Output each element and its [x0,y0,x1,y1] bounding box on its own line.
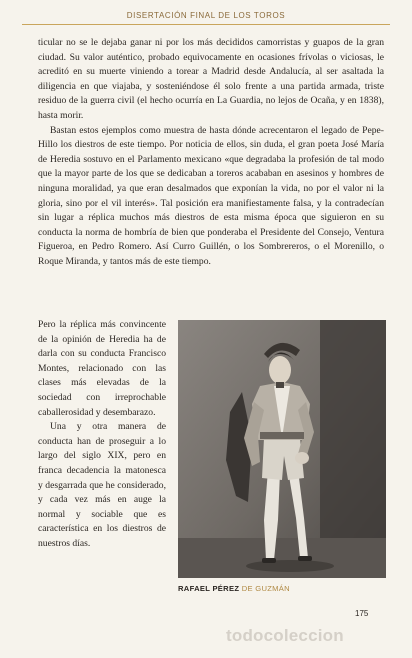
header-rule [22,24,390,25]
watermark: todocoleccion [226,626,344,645]
body-text-column [38,318,166,552]
caption-suffix: DE GUZMÁN [241,584,290,593]
caption-name: RAFAEL PÉREZ [178,584,240,593]
running-header: DISERTACIÓN FINAL DE LOS TOROS [126,11,286,20]
paragraph-3: Pero la réplica más convincente de la opinión de Heredia ha de darla con su conducta Francisco Montes, relacionado con las clases más elevadas de la sociedad con irreprochable caballerosidad y desembarazo. [38,319,166,418]
paragraph-2: Bastan estos ejemplos como muestra de hasta dónde acrecentaron el legado de Pepe-Hillo los diestros de este tiempo. Por noticia de ellos, sin duda, el gran poeta José María de Heredia sostuvo en el Parlamento mexicano «que degradaba la profesión de tal modo que la mayor parte de los que se dedicaban a toreros acababan en asesinos y hombres de ninguna moralidad, ya que eran desalmados que exponían la vida, no por el valor ni la gloria, sino por el vil interés». Tal posición era manifiestamente falsa, y la contradecían sin lugar a réplica muchos más diestros de esta misma época que siguieron en su conducta la norma de hombría de bien que ponderaba el Presidente del Consejo, Ventura Figueroa, en Pedro Romero. Así Curro Guillén, o los Sombrereros, o el Morenillo, o Roque Miranda, y tantos más de este tiempo. [38,124,384,267]
paragraph-4: Una y otra manera de conducta han de proseguir a lo largo del siglo XIX, pero en franca decadencia la matonesca y desgarrada que he considerado, y cada vez más en auge la normal y sociable que es característica en los diestros de nuestros días. [38,421,166,549]
page-number: 175 [355,609,369,618]
body-text-full-width [38,36,384,270]
bullfighter-portrait-illustration [178,320,386,578]
figure-caption [178,584,386,593]
paragraph-1: ticular no se le dejaba ganar ni por los más decididos camorristas y guapos de la gran ciudad. Su valor auténtico, probado equivocamente en ocasiones frívolas o viciosas, le acreditó en su muerte viniendo a torear a Madrid desde Andalucía, al ser asaltada la diligencia en que viajaba, y sosteniéndose él solo frente a una partida armada, triste residuo de la guerra civil (el hecho ocurría en La Guardia, no lejos de Ocaña, y en 1838), hasta morir. [38,37,384,121]
